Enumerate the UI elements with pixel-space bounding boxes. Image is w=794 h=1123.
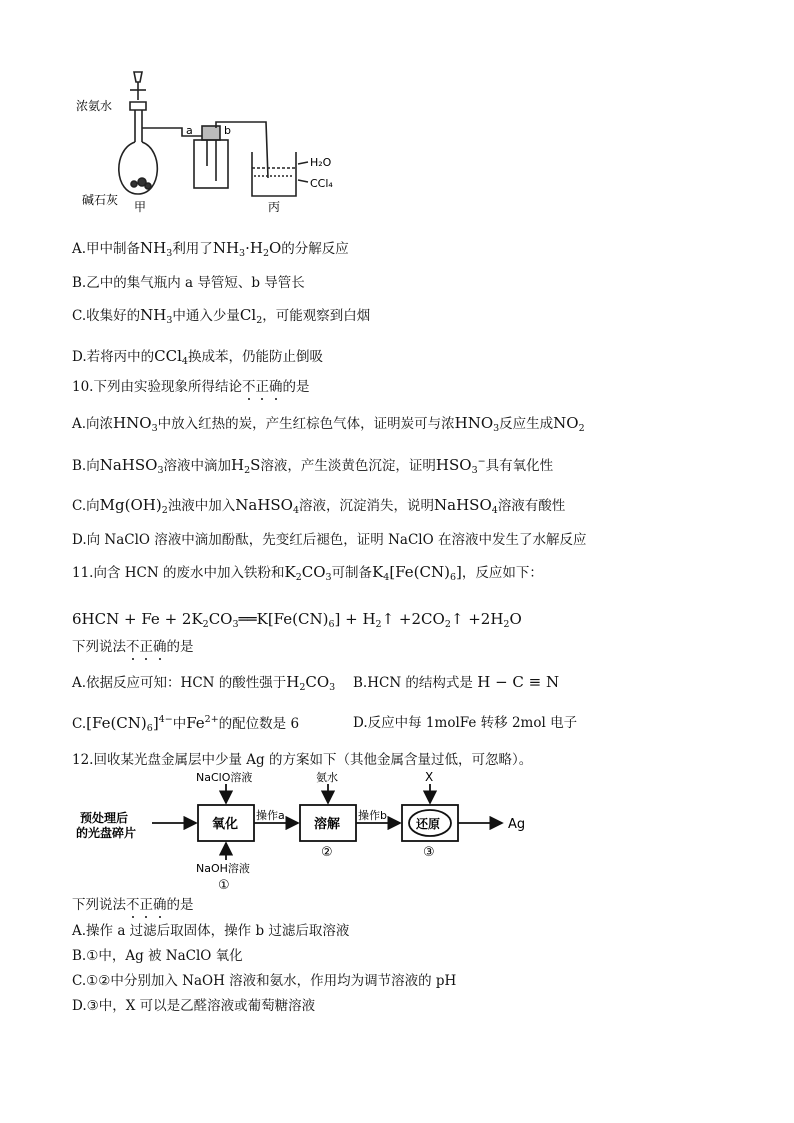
flow-x: X bbox=[425, 770, 434, 784]
q10-stem: 10.下列由实验现象所得结论不正确的是 bbox=[72, 379, 310, 395]
label-jia: 甲 bbox=[134, 200, 147, 214]
q11-option-d: D.反应中每 1molFe 转移 2mol 电子 bbox=[353, 715, 578, 731]
q11-substem: 下列说法不正确的是 bbox=[72, 639, 194, 655]
label-a: a bbox=[186, 124, 193, 137]
q10-option-b: B.向NaHSO$_3$溶液中滴加$H_2S$溶液，产生淡黄色沉淀，证明$HSO_3^-$具有氧化性 bbox=[72, 456, 554, 476]
flow-start-line2: 的光盘碎片 bbox=[76, 826, 137, 840]
q11-stem: 11.向含 HCN 的废水中加入铁粉和$K_2CO_3$可制备$K_4[Fe(CN)_6]$，反应如下： bbox=[72, 563, 543, 583]
flow-oxidize: 氧化 bbox=[212, 817, 239, 832]
q10-option-c: C.向$Mg(OH)_2$浊液中加入NaHSO$_4$溶液，沉淀消失，说明NaHSO$_4$溶液有酸性 bbox=[72, 496, 566, 516]
q11-option-a: A.依据反应可知：HCN 的酸性强于$H_2CO_3$ bbox=[72, 673, 336, 693]
q12-option-b: B.①中，Ag 被 NaClO 氧化 bbox=[72, 948, 243, 964]
q12-option-d: D.③中，X 可以是乙醛溶液或葡萄糖溶液 bbox=[72, 998, 316, 1014]
q9-option-b: B.乙中的集气瓶内 a 导管短、b 导管长 bbox=[72, 275, 305, 291]
q9-option-d: D.若将丙中的CCl$_4$换成苯，仍能防止倒吸 bbox=[72, 347, 323, 367]
flow-ammonia: 氨水 bbox=[316, 771, 338, 784]
q10-option-d: D.向 NaClO 溶液中滴加酚酞，先变红后褪色，证明 NaClO 在溶液中发生了水解反应 bbox=[72, 532, 587, 548]
flow-naoh: NaOH溶液 bbox=[196, 862, 250, 875]
q9-option-c: C.收集好的$NH_3$中通入少量$Cl_2$，可能观察到白烟 bbox=[72, 306, 371, 326]
q12-flowchart bbox=[76, 770, 556, 892]
q12-stem: 12.回收某光盘金属层中少量 Ag 的方案如下（其他金属含量过低，可忽略）。 bbox=[72, 752, 533, 768]
flow-reduce: 还原 bbox=[416, 817, 441, 831]
q12-option-c: C.①②中分别加入 NaOH 溶液和氨水，作用均为调节溶液的 pH bbox=[72, 973, 457, 989]
q11-equation: $6HCN + Fe + 2K_2CO_3══K[Fe(CN)_6]$ + $H_2↑$ $+2CO_2↑ +2H_2O$ bbox=[72, 610, 522, 630]
flow-n3: ③ bbox=[423, 845, 435, 860]
flow-naclo: NaClO溶液 bbox=[196, 771, 253, 784]
apparatus-figure bbox=[72, 66, 342, 216]
q11-option-b: B.HCN 的结构式是 H − C ≡ N bbox=[353, 673, 560, 691]
q9-option-a: A.甲中制备$NH_3$利用了$NH_3\cdot H_2O$的分解反应 bbox=[72, 239, 349, 259]
q12-option-a: A.操作 a 过滤后取固体，操作 b 过滤后取溶液 bbox=[72, 923, 350, 939]
flow-start-line1: 预处理后 bbox=[80, 811, 129, 825]
flow-n2: ② bbox=[321, 845, 333, 860]
q12-substem: 下列说法不正确的是 bbox=[72, 897, 194, 913]
label-lime: 碱石灰 bbox=[82, 193, 119, 207]
label-ccl4: CCl₄ bbox=[310, 177, 333, 190]
label-h2o: H₂O bbox=[310, 156, 332, 169]
q10-option-a: A.向浓$HNO_3$中放入红热的炭，产生红棕色气体，证明炭可与浓$HNO_3$反应生成$NO_2$ bbox=[72, 414, 585, 434]
flow-n1: ① bbox=[218, 878, 230, 892]
flow-op-b: 操作b bbox=[358, 809, 387, 822]
flow-dissolve: 溶解 bbox=[314, 817, 341, 832]
flow-ag: Ag bbox=[508, 817, 526, 832]
label-bing: 丙 bbox=[268, 200, 281, 214]
q11-option-c: $C.[Fe(CN)_6]^{4-}$中$Fe^{2+}$的配位数是 6 bbox=[72, 714, 300, 734]
flow-op-a: 操作a bbox=[256, 809, 285, 822]
label-b: b bbox=[224, 124, 231, 137]
label-ammonia: 浓氨水 bbox=[76, 99, 113, 113]
